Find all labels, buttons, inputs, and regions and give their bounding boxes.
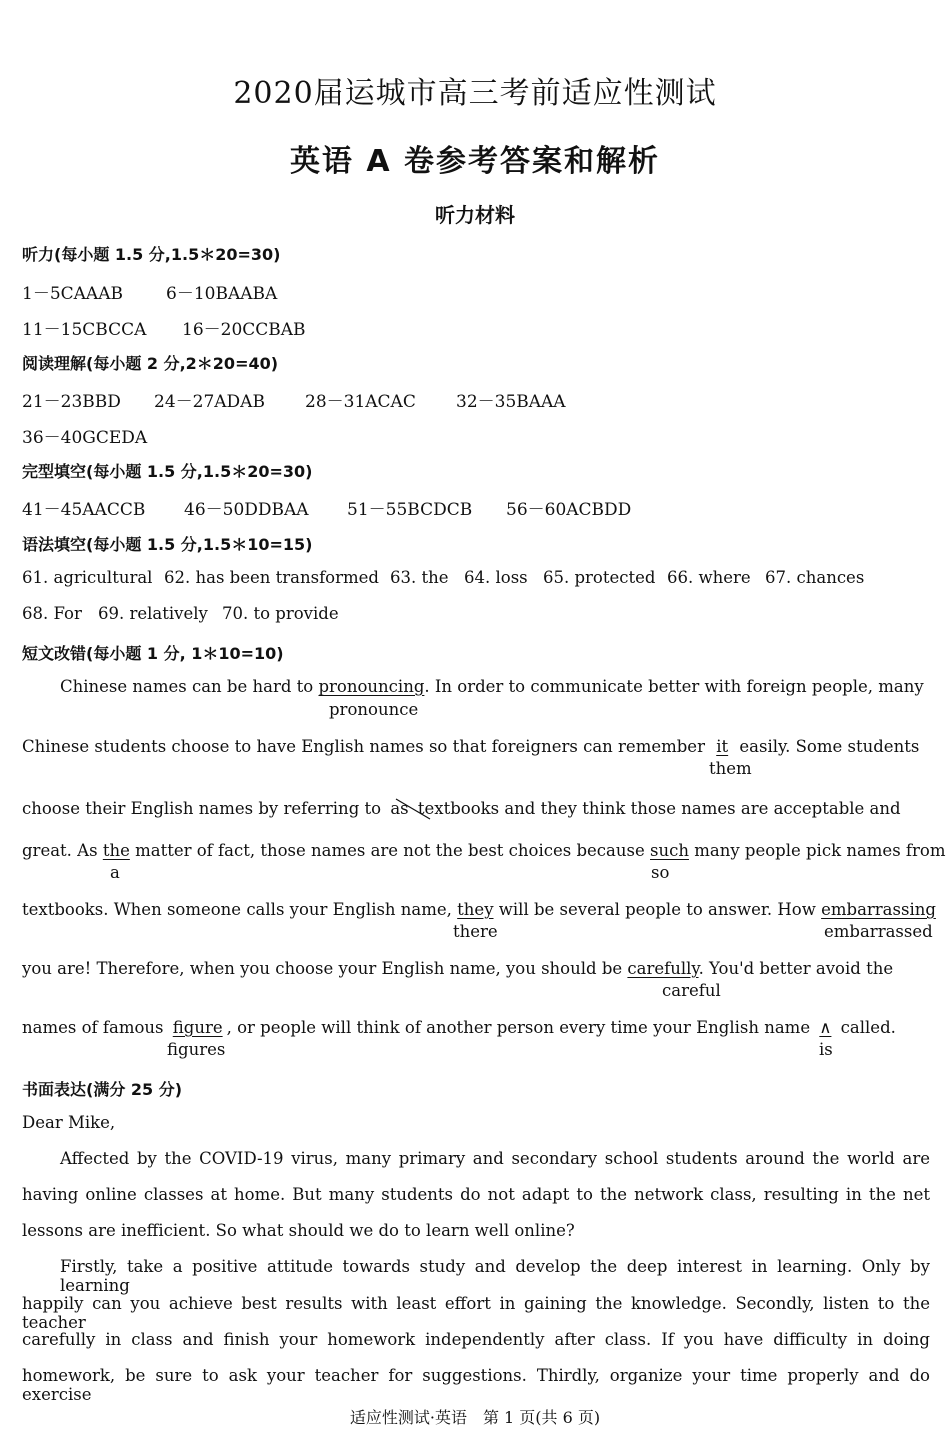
cloze-heading: 完型填空(每小题 1.5 分,1.5＊20=30) — [22, 462, 313, 481]
correction-word: a — [110, 863, 120, 882]
grammar-answer: 64. loss — [464, 568, 528, 587]
essay-line: Affected by the COVID-19 virus, many primary and secondary school students around the world are — [60, 1149, 930, 1168]
answer-group: 21－23BBD — [22, 392, 121, 412]
correction-word: them — [709, 759, 752, 778]
strike-mark — [394, 796, 434, 822]
correction-line: great. As the matter of fact, those names are not the best choices because such many people pick names from — [22, 841, 946, 860]
answer-group: 6－10BAABA — [166, 284, 278, 304]
answer-group: 11－15CBCCA — [22, 320, 147, 340]
essay-line: homework, be sure to ask your teacher for suggestions. Thirdly, organize your time properly and do exercise — [22, 1366, 930, 1404]
correction-line: textbooks. When someone calls your English name, they will be several people to answer. How embarrassing — [22, 900, 936, 919]
answer-group: 16－20CCBAB — [182, 320, 306, 340]
correction-line: names of famous figure , or people will think of another person every time your English name ∧ called. — [22, 1018, 896, 1037]
essay-line: lessons are inefficient. So what should we do to learn well online? — [22, 1221, 575, 1240]
answer-group: 56－60ACBDD — [506, 500, 632, 520]
correction-word: pronounce — [329, 700, 419, 719]
grammar-answer: 67. chances — [765, 568, 865, 587]
error-word: carefully — [627, 959, 699, 978]
insert-mark: ∧ — [819, 1018, 832, 1037]
error-word: they — [457, 900, 494, 919]
document-subtitle: 英语 A 卷参考答案和解析 — [289, 144, 661, 179]
correction-word: embarrassed — [824, 922, 933, 941]
correction-word: there — [453, 922, 498, 941]
error-word: the — [102, 841, 130, 860]
error-word: pronouncing — [318, 677, 425, 696]
correction-word: careful — [662, 981, 721, 1000]
answer-group: 41－45AACCB — [22, 500, 146, 520]
correction-word: figures — [167, 1040, 226, 1059]
error-word: such — [650, 841, 689, 860]
correction-word: is — [819, 1040, 833, 1059]
grammar-answer: 62. has been transformed — [164, 568, 379, 587]
grammar-answer: 70. to provide — [222, 604, 339, 623]
answer-group: 32－35BAAA — [456, 392, 566, 412]
grammar-answer: 61. agricultural — [22, 568, 153, 587]
section-title: 听力材料 — [435, 203, 515, 227]
error-word: figure — [172, 1018, 223, 1037]
correction-heading: 短文改错(每小题 1 分, 1＊10=10) — [22, 644, 284, 663]
correction-word: so — [651, 863, 670, 882]
reading-heading: 阅读理解(每小题 2 分,2＊20=40) — [22, 354, 279, 373]
correction-line: you are! Therefore, when you choose your English name, you should be carefully. You'd better avoid the — [22, 959, 894, 978]
writing-heading: 书面表达(满分 25 分) — [22, 1080, 183, 1099]
error-word: it — [716, 737, 729, 756]
page-footer: 适应性测试·英语 第 1 页(共 6 页) — [349, 1408, 601, 1427]
document-title: 2020届运城市高三考前适应性测试 — [233, 76, 717, 111]
grammar-answer: 68. For — [22, 604, 82, 623]
answer-group: 24－27ADAB — [154, 392, 265, 412]
error-word: embarrassing — [821, 900, 936, 919]
listening-heading: 听力(每小题 1.5 分,1.5＊20=30) — [22, 245, 281, 264]
error-word: as — [390, 799, 409, 818]
essay-line: having online classes at home. But many students do not adapt to the network class, resulting in the net — [22, 1185, 930, 1204]
answer-group: 1－5CAAAB — [22, 284, 123, 304]
correction-line: choose their English names by referring to as textbooks and they think those names are acceptable and — [22, 799, 901, 818]
essay-line: carefully in class and finish your homework independently after class. If you have difficulty in doing — [22, 1330, 930, 1349]
correction-line: Chinese names can be hard to pronouncing. In order to communicate better with foreign people, many — [60, 677, 924, 696]
answer-group: 36－40GCEDA — [22, 428, 148, 448]
grammar-answer: 65. protected — [543, 568, 656, 587]
answer-group: 51－55BCDCB — [347, 500, 473, 520]
grammar-heading: 语法填空(每小题 1.5 分,1.5＊10=15) — [22, 535, 313, 554]
essay-line: Firstly, take a positive attitude towards study and develop the deep interest in learning. Only by learning — [60, 1257, 930, 1295]
answer-group: 46－50DDBAA — [184, 500, 309, 520]
essay-line: happily can you achieve best results with least effort in gaining the knowledge. Secondly, listen to the teacher — [22, 1294, 930, 1332]
answer-group: 28－31ACAC — [305, 392, 416, 412]
correction-line: Chinese students choose to have English names so that foreigners can remember it easily. Some students — [22, 737, 920, 756]
grammar-answer: 66. where — [667, 568, 751, 587]
grammar-answer: 63. the — [390, 568, 449, 587]
grammar-answer: 69. relatively — [98, 604, 208, 623]
letter-greeting: Dear Mike, — [22, 1113, 116, 1132]
